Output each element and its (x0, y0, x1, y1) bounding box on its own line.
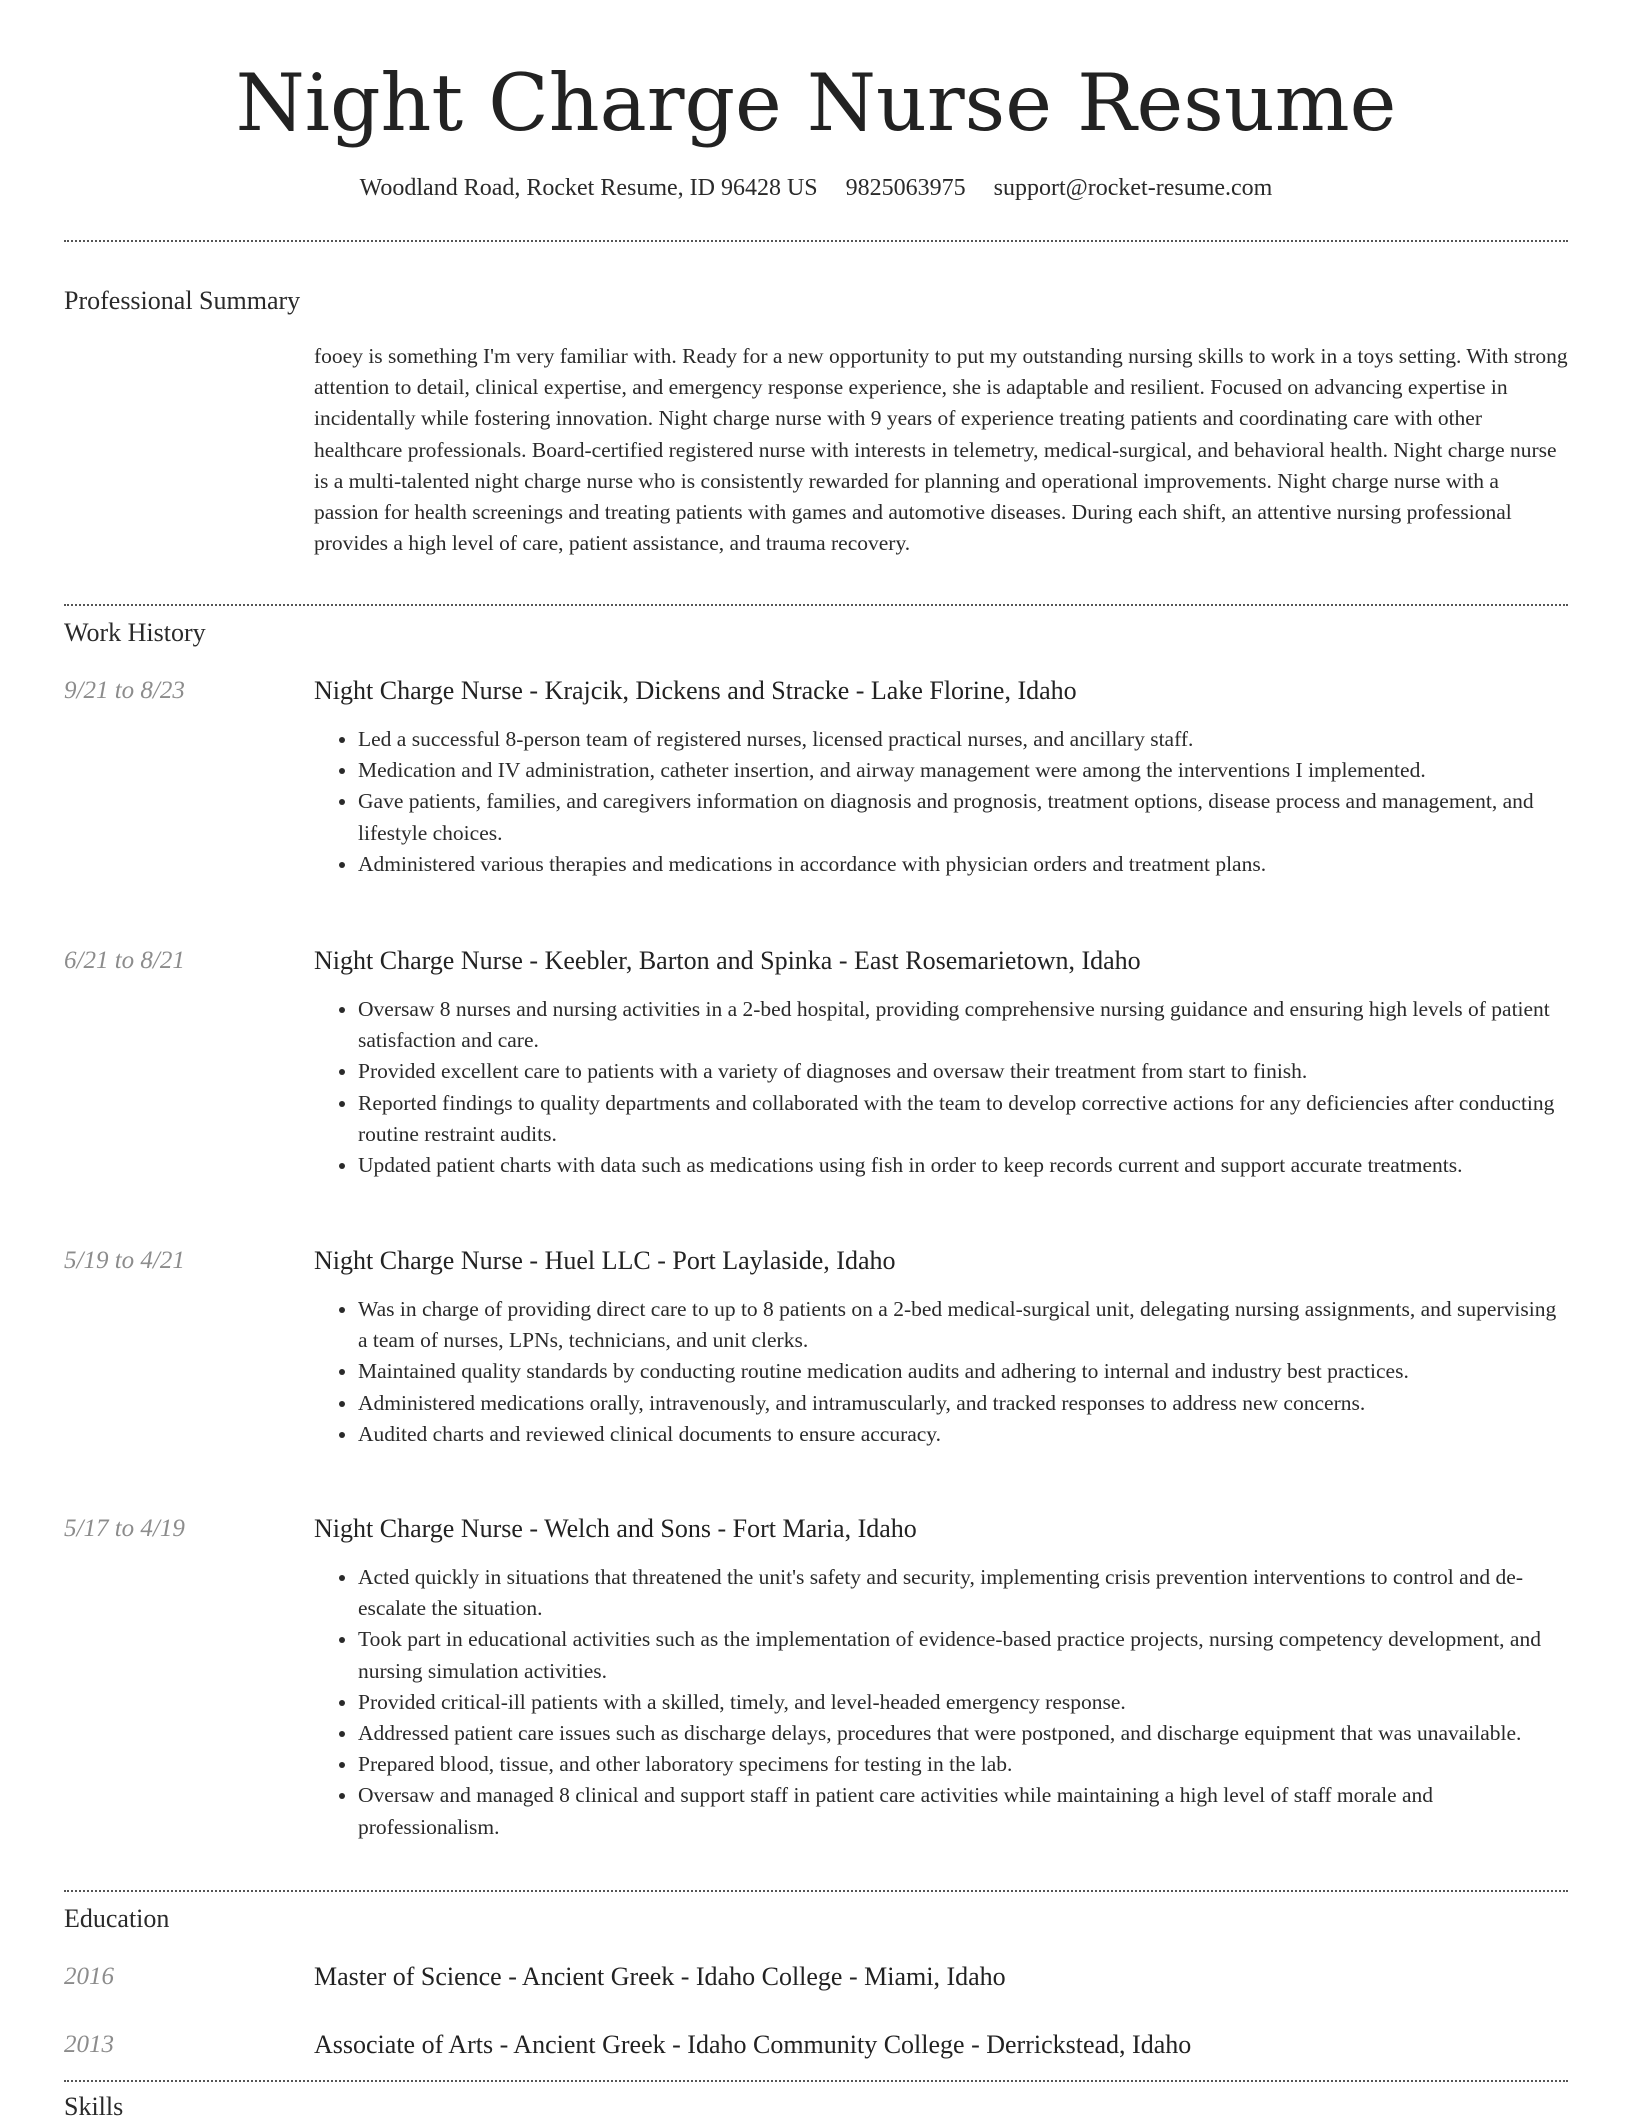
job-duty: • Led a successful 8-person team of registered nurses, licensed practical nurses, and ancillary staff. (358, 724, 1568, 755)
job-title: Night Charge Nurse - Huel LLC - Port Laylaside, Idaho (314, 1246, 896, 1275)
job-dates: 9/21 to 8/23 (64, 677, 185, 704)
summary-text: fooey is something I'm very familiar with. Ready for a new opportunity to put my outstanding nursing skills to work in a toys setting. With strong attention to detail, clinical expertise, and emergency response experience, she is adaptable and resilient. Focused on advancing expertise in incidentally while fostering innovation. Night charge nurse with 9 years of experience treating patients and coordinating care with other healthcare professionals. Board-certified registered nurse with interests in telemetry, medical-surgical, and behavioral health. Night charge nurse is a multi-talented night charge nurse who is consistently rewarded for planning and operational improvements. Night charge nurse with a passion for health screenings and treating patients with games and automotive diseases. During each shift, an attentive nursing professional provides a high level of care, patient assistance, and trauma recovery. (314, 344, 1568, 556)
job-duty: • Oversaw 8 nurses and nursing activities in a 2-bed hospital, providing comprehensive nursing guidance and ensuring high levels of patient satisfaction and care. (358, 994, 1568, 1056)
job-duty: • Medication and IV administration, catheter insertion, and airway management were among the interventions I implemented. (358, 755, 1568, 786)
job-duties-list (314, 1562, 1568, 1843)
job-duty: • Was in charge of providing direct care to up to 8 patients on a 2-bed medical-surgical unit, delegating nursing assignments, and supervising a team of nurses, LPNs, technicians, and unit clerks. (358, 1294, 1568, 1356)
section-divider (64, 2080, 1568, 2082)
job-duty: • Administered various therapies and medications in accordance with physician orders and treatment plans. (358, 849, 1568, 880)
contact-line (0, 172, 1632, 204)
email-link[interactable]: support@rocket-resume.com (993, 175, 1273, 201)
work-history-heading: Work History (64, 618, 206, 647)
job-duty: • Reported findings to quality departments and collaborated with the team to develop corrective actions for any deficiencies after conducting routine restraint audits. (358, 1088, 1568, 1150)
skills-heading: Skills (64, 2092, 124, 2121)
job-duties-list (314, 1294, 1568, 1450)
job-duty: • Oversaw and managed 8 clinical and support staff in patient care activities while maintaining a high level of staff morale and professionalism. (358, 1780, 1568, 1842)
job-duty: • Prepared blood, tissue, and other laboratory specimens for testing in the lab. (358, 1749, 1568, 1780)
job-duties-list (314, 994, 1568, 1181)
education-year: 2013 (64, 2031, 114, 2058)
job-duty: • Gave patients, families, and caregivers information on diagnosis and prognosis, treatment options, disease process and management, and lifestyle choices. (358, 786, 1568, 848)
education-degree: Master of Science - Ancient Greek - Idaho College - Miami, Idaho (314, 1962, 1006, 1991)
section-divider (64, 240, 1568, 242)
job-duty: • Administered medications orally, intravenously, and intramuscularly, and tracked responses to address new concerns. (358, 1388, 1568, 1419)
job-duty: • Provided critical-ill patients with a skilled, timely, and level-headed emergency response. (358, 1687, 1568, 1718)
section-divider (64, 604, 1568, 606)
education-degree: Associate of Arts - Ancient Greek - Idaho Community College - Derrickstead, Idaho (314, 2030, 1192, 2059)
job-duty: • Provided excellent care to patients with a variety of diagnoses and oversaw their treatment from start to finish. (358, 1056, 1568, 1087)
resume-title: Night Charge Nurse Resume (235, 57, 1397, 149)
education-heading: Education (64, 1904, 170, 1933)
job-duty: • Acted quickly in situations that threatened the unit's safety and security, implementing crisis prevention interventions to control and de-escalate the situation. (358, 1562, 1568, 1624)
job-title: Night Charge Nurse - Keebler, Barton and Spinka - East Rosemarietown, Idaho (314, 946, 1141, 975)
job-title: Night Charge Nurse - Welch and Sons - Fort Maria, Idaho (314, 1514, 917, 1543)
job-dates: 5/19 to 4/21 (64, 1247, 185, 1274)
job-title: Night Charge Nurse - Krajcik, Dickens and Stracke - Lake Florine, Idaho (314, 676, 1077, 705)
education-year: 2016 (64, 1963, 114, 1990)
job-duty: • Maintained quality standards by conducting routine medication audits and adhering to internal and industry best practices. (358, 1356, 1568, 1387)
job-dates: 6/21 to 8/21 (64, 947, 185, 974)
section-divider (64, 1890, 1568, 1892)
job-duty: • Audited charts and reviewed clinical documents to ensure accuracy. (358, 1419, 1568, 1450)
job-dates: 5/17 to 4/19 (64, 1515, 185, 1542)
summary-heading: Professional Summary (64, 286, 301, 315)
job-duty: • Updated patient charts with data such as medications using fish in order to keep records current and support accurate treatments. (358, 1150, 1568, 1181)
job-duty: • Addressed patient care issues such as discharge delays, procedures that were postponed, and discharge equipment that was unavailable. (358, 1718, 1568, 1749)
job-duty: • Took part in educational activities such as the implementation of evidence-based practice projects, nursing competency development, and nursing simulation activities. (358, 1624, 1568, 1686)
phone-text: 9825063975 (845, 175, 966, 201)
address-text: Woodland Road, Rocket Resume, ID 96428 US (359, 175, 818, 201)
job-duties-list (314, 724, 1568, 880)
